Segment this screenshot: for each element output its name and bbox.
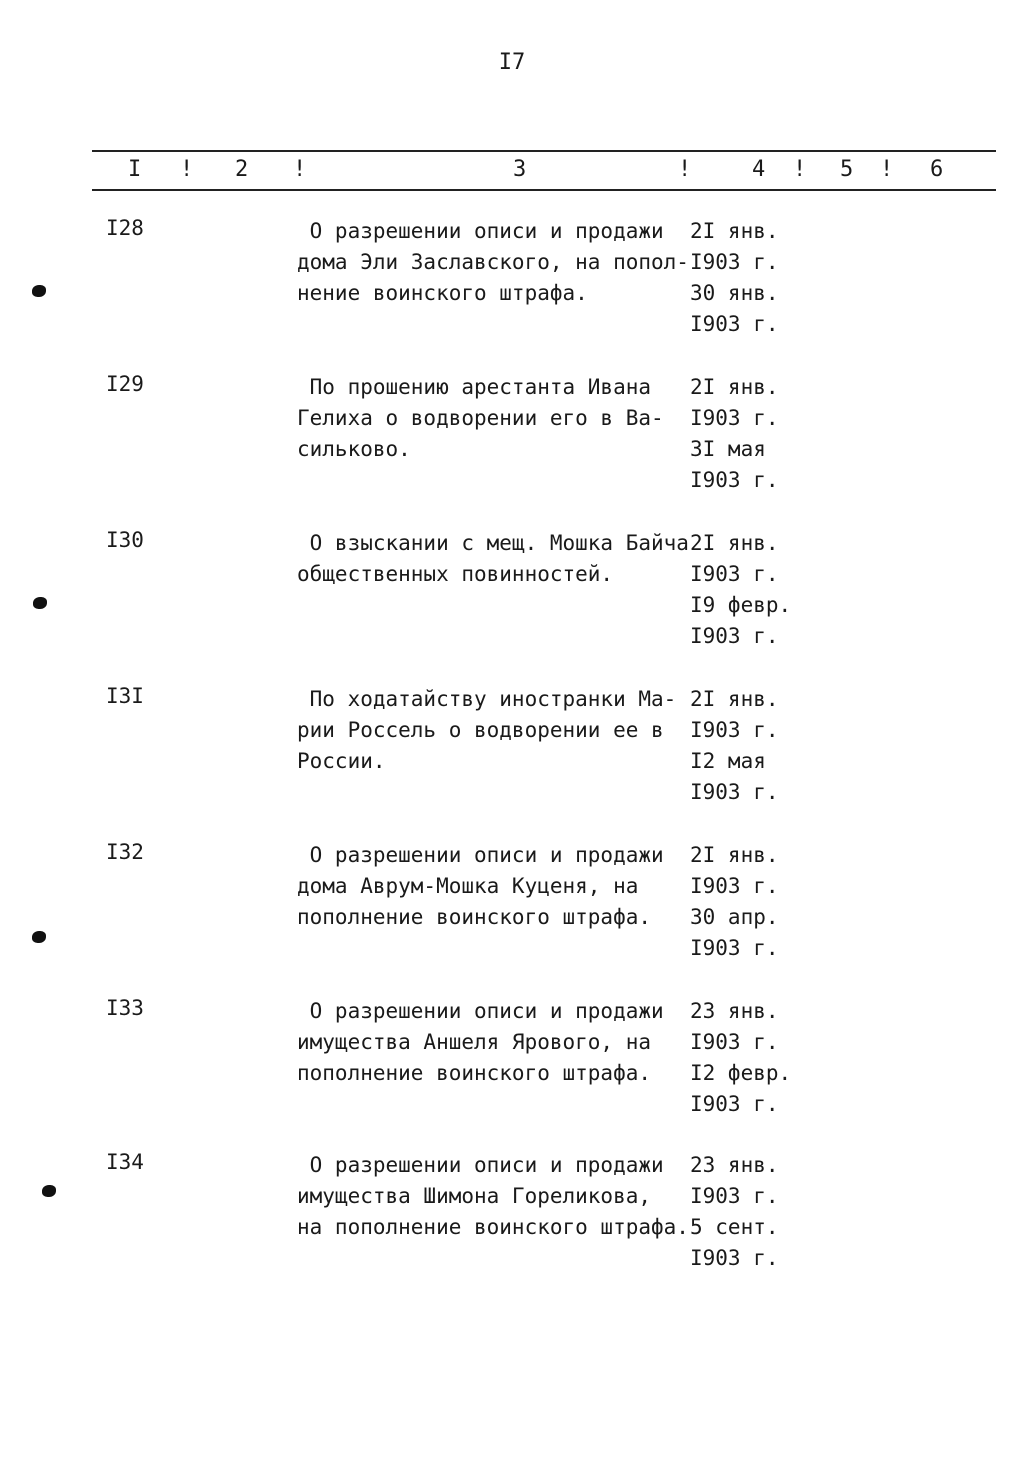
entry-date-line: I903 г. xyxy=(690,1092,779,1116)
column-separator: ! xyxy=(793,157,807,182)
entry-title-line: общественных повинностей. xyxy=(297,562,614,586)
column-header-6: 6 xyxy=(930,157,944,182)
entry-title xyxy=(297,840,707,933)
entry-date-line: I903 г. xyxy=(690,1246,779,1270)
entry-title-line: имущества Аншеля Ярового, на xyxy=(297,1030,652,1054)
entry-title-line: О разрешении описи и продажи xyxy=(297,219,664,243)
entry-date-line: I9 февр. xyxy=(690,593,792,617)
entry-title-line: О разрешении описи и продажи xyxy=(297,1153,664,1177)
entry-date-line: 2I янв. xyxy=(690,531,779,555)
entry-date-line: I903 г. xyxy=(690,250,779,274)
entry-date-line: 2I янв. xyxy=(690,687,779,711)
column-header-2: 2 xyxy=(235,157,249,182)
entry-date-line: I903 г. xyxy=(690,936,779,960)
entry-title xyxy=(297,216,707,309)
table-row xyxy=(0,216,1024,356)
column-header-1: I xyxy=(128,157,142,182)
entry-title xyxy=(297,372,707,465)
table-row xyxy=(0,528,1024,668)
entry-title-line: О разрешении описи и продажи xyxy=(297,999,664,1023)
entry-date-line: 2I янв. xyxy=(690,843,779,867)
entry-title-line: нение воинского штрафа. xyxy=(297,281,588,305)
column-header-4: 4 xyxy=(752,157,766,182)
binding-hole-mark xyxy=(32,285,46,297)
entry-dates xyxy=(690,996,840,1120)
entry-title-line: О взыскании с мещ. Мошка Байча xyxy=(297,531,689,555)
entry-date-line: I2 мая xyxy=(690,749,766,773)
entry-dates xyxy=(690,528,840,652)
table-row xyxy=(0,684,1024,824)
column-header-3: 3 xyxy=(513,157,527,182)
entry-title-line: По ходатайству иностранки Ма- xyxy=(297,687,677,711)
entry-date-line: 2I янв. xyxy=(690,375,779,399)
entry-date-line: I903 г. xyxy=(690,468,779,492)
entry-date-line: I2 февр. xyxy=(690,1061,792,1085)
entry-title xyxy=(297,528,707,590)
entry-number: I33 xyxy=(106,996,144,1020)
entry-title-line: пополнение воинского штрафа. xyxy=(297,1061,652,1085)
entry-date-line: I903 г. xyxy=(690,312,779,336)
entry-number: I32 xyxy=(106,840,144,864)
entry-date-line: 30 апр. xyxy=(690,905,779,929)
entry-title-line: имущества Шимона Гореликова, xyxy=(297,1184,652,1208)
entry-title-line: О разрешении описи и продажи xyxy=(297,843,664,867)
binding-hole-mark xyxy=(32,931,46,943)
table-header-top-rule xyxy=(92,150,996,152)
column-separator: ! xyxy=(293,157,307,182)
entry-date-line: 23 янв. xyxy=(690,1153,779,1177)
entry-date-line: 2I янв. xyxy=(690,219,779,243)
entry-number: I30 xyxy=(106,528,144,552)
entry-title-line: дома Эли Заславского, на попол- xyxy=(297,250,689,274)
entry-title xyxy=(297,1150,707,1243)
entry-title-line: России. xyxy=(297,749,386,773)
entry-date-line: 5 сент. xyxy=(690,1215,779,1239)
entry-dates xyxy=(690,684,840,808)
entry-title-line: на пополнение воинского штрафа. xyxy=(297,1215,689,1239)
entry-date-line: I903 г. xyxy=(690,1030,779,1054)
column-separator: ! xyxy=(678,157,692,182)
entry-title-line: сильково. xyxy=(297,437,411,461)
entry-date-line: I903 г. xyxy=(690,1184,779,1208)
table-row xyxy=(0,1150,1024,1290)
entry-number: I34 xyxy=(106,1150,144,1174)
entry-dates xyxy=(690,216,840,340)
entry-title-line: Гелиха о водворении его в Ва- xyxy=(297,406,664,430)
entry-date-line: 30 янв. xyxy=(690,281,779,305)
entry-date-line: I903 г. xyxy=(690,780,779,804)
entry-date-line: I903 г. xyxy=(690,406,779,430)
entry-date-line: 3I мая xyxy=(690,437,766,461)
page-number: I7 xyxy=(498,50,526,75)
entry-title-line: дома Аврум-Мошка Куценя, на xyxy=(297,874,639,898)
entry-dates xyxy=(690,1150,840,1274)
column-separator: ! xyxy=(880,157,894,182)
entry-title-line: По прошению арестанта Ивана xyxy=(297,375,652,399)
binding-hole-mark xyxy=(42,1185,56,1197)
entry-title-line: рии Россель о водворении ее в xyxy=(297,718,664,742)
column-separator: ! xyxy=(180,157,194,182)
entry-date-line: I903 г. xyxy=(690,874,779,898)
entry-title xyxy=(297,996,707,1089)
entry-title xyxy=(297,684,707,777)
entry-title-line: пополнение воинского штрафа. xyxy=(297,905,652,929)
entry-number: I3I xyxy=(106,684,144,708)
table-row xyxy=(0,372,1024,512)
entry-number: I28 xyxy=(106,216,144,240)
entry-dates xyxy=(690,840,840,964)
entry-dates xyxy=(690,372,840,496)
entry-date-line: I903 г. xyxy=(690,624,779,648)
table-row xyxy=(0,996,1024,1136)
entry-date-line: I903 г. xyxy=(690,562,779,586)
table-row xyxy=(0,840,1024,980)
table-header-bottom-rule xyxy=(92,189,996,191)
entry-number: I29 xyxy=(106,372,144,396)
entry-date-line: 23 янв. xyxy=(690,999,779,1023)
entry-date-line: I903 г. xyxy=(690,718,779,742)
binding-hole-mark xyxy=(33,597,47,609)
column-header-5: 5 xyxy=(840,157,854,182)
